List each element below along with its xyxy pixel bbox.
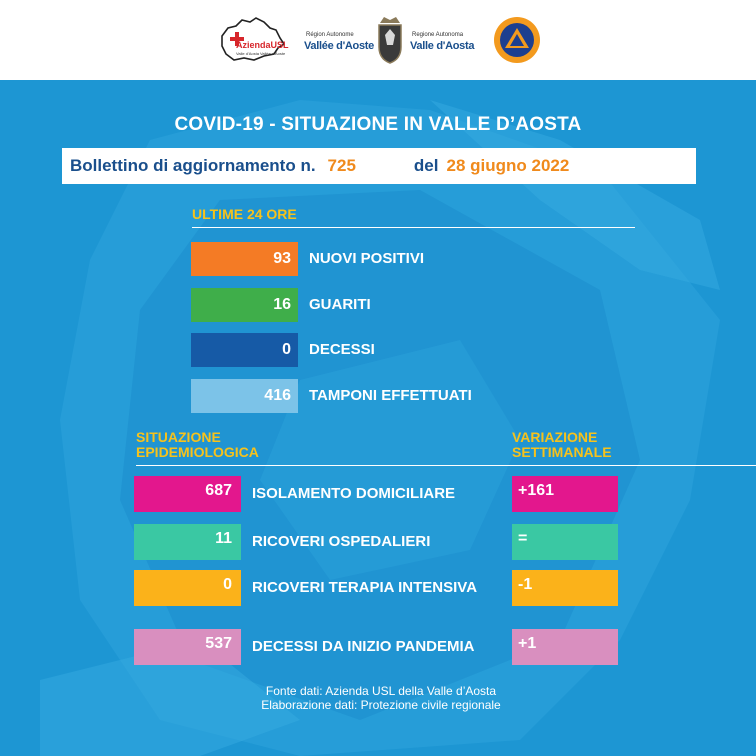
stat-label: DECESSI: [309, 341, 375, 358]
stat-label: TAMPONI EFFETTUATI: [309, 387, 472, 404]
epi-label: DECESSI DA INIZIO PANDEMIA: [252, 638, 475, 655]
region-big-right: Valle d'Aosta: [410, 40, 475, 52]
stat-box: 416: [191, 379, 298, 413]
region-small-left: Région Autonome: [306, 32, 354, 38]
stat-box: 16: [191, 288, 298, 322]
epi-variation-box: -1: [512, 570, 618, 606]
epi-row-intensive-care: [134, 570, 624, 606]
epi-value-box: 0: [134, 570, 241, 606]
bulletin-del: del: [413, 156, 439, 175]
epi-label: RICOVERI OSPEDALIERI: [252, 533, 431, 550]
bulletin-panel: [0, 80, 756, 756]
epi-heading-line2: EPIDEMIOLOGICA: [136, 444, 259, 460]
data-source-footer: [0, 684, 756, 712]
bulletin-label: Bollettino di aggiornamento n.: [70, 156, 316, 175]
footer-processing: Elaborazione dati: Protezione civile regionale: [261, 698, 501, 712]
epi-heading-line1: SITUAZIONE: [136, 429, 221, 445]
last24-row-recovered: [191, 288, 611, 322]
bulletin-number: 725: [327, 156, 356, 175]
azienda-usl-logo: [218, 14, 294, 66]
last24-divider: [192, 227, 635, 228]
epi-variation-box: +1: [512, 629, 618, 665]
variation-heading: [512, 430, 612, 460]
last24-row-deaths: [191, 333, 611, 367]
epi-row-hospitalized: [134, 524, 624, 560]
bulletin-date: 28 giugno 2022: [446, 156, 570, 175]
epi-row-home-isolation: [134, 476, 624, 512]
variation-heading-line2: SETTIMANALE: [512, 444, 612, 460]
bulletin-bar: [62, 148, 696, 184]
stat-label: NUOVI POSITIVI: [309, 250, 425, 267]
region-logo: [300, 14, 480, 66]
civil-protection-icon: [492, 15, 542, 65]
epi-variation-box: +161: [512, 476, 618, 512]
usl-logo-text: AziendaUSL: [236, 40, 289, 50]
epi-label: ISOLAMENTO DOMICILIARE: [252, 485, 456, 502]
epi-divider: [136, 465, 756, 466]
last24-heading: ULTIME 24 ORE: [192, 206, 297, 222]
header-logos: [0, 0, 756, 80]
region-big-left: Vallée d'Aoste: [304, 40, 374, 52]
last24-row-tests: [191, 379, 611, 413]
region-small-right: Regione Autonoma: [412, 32, 464, 38]
footer-source: Fonte dati: Azienda USL della Valle d’Aosta: [265, 684, 497, 698]
stat-box: 93: [191, 242, 298, 276]
epi-variation-box: =: [512, 524, 618, 560]
stat-label: GUARITI: [309, 296, 371, 313]
region-coat-of-arms-icon: [376, 15, 404, 65]
epi-row-total-deaths: [134, 629, 624, 665]
epi-value-box: 11: [134, 524, 241, 560]
page-title: COVID-19 - SITUAZIONE IN VALLE D’AOSTA: [174, 114, 582, 135]
epi-heading: [136, 430, 259, 460]
epi-label: RICOVERI TERAPIA INTENSIVA: [252, 579, 478, 596]
usl-logo-subtext: Valle d'Aosta Vallée d'Aoste: [236, 51, 286, 56]
epi-value-box: 537: [134, 629, 241, 665]
epi-value-box: 687: [134, 476, 241, 512]
last24-row-new-positives: [191, 242, 611, 276]
variation-heading-line1: VARIAZIONE: [512, 429, 598, 445]
stat-box: 0: [191, 333, 298, 367]
civil-protection-logo: [492, 14, 542, 66]
